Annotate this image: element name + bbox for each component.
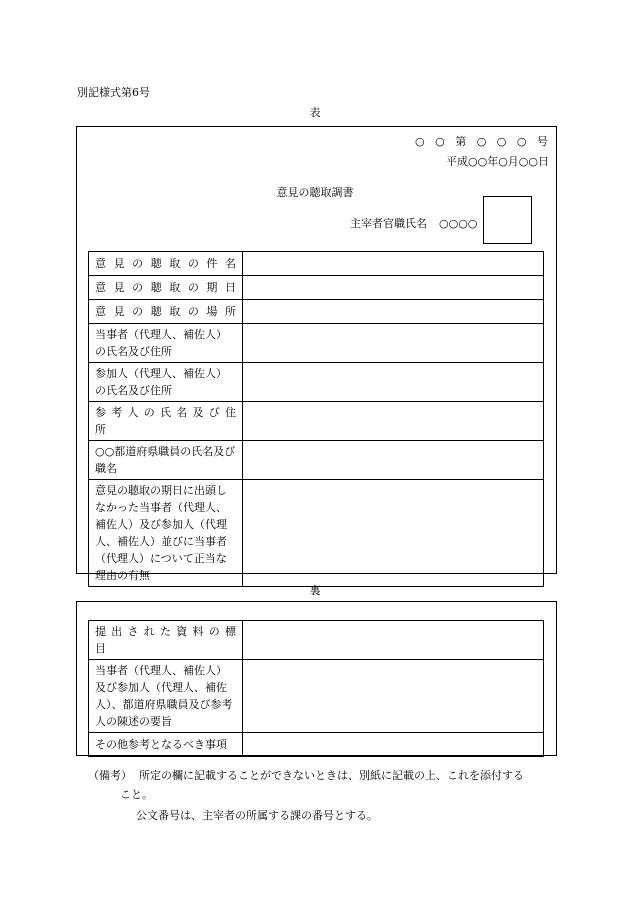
row-value[interactable] <box>243 276 544 300</box>
front-side-label: 表 <box>309 106 321 119</box>
document-date: 平成○○年○月○○日 <box>446 155 549 168</box>
row-value[interactable] <box>243 621 544 660</box>
remarks-text-3: 公文番号は、主宰者の所属する課の番号とする。 <box>136 809 378 822</box>
remarks <box>88 767 524 823</box>
row-label: 提 出 さ れ た 資 料 の 標 目 <box>89 621 243 660</box>
row-label: 意 見 の 聴 取 の 場 所 <box>89 300 243 324</box>
table-row <box>89 480 544 587</box>
row-label: 意 見 の 聴 取 の 件 名 <box>89 252 243 276</box>
remarks-line-1 <box>88 767 524 783</box>
table-row <box>89 660 544 733</box>
front-table <box>88 251 544 587</box>
back-side-label: 裏 <box>309 584 321 597</box>
back-table <box>88 620 544 757</box>
row-label: 意 見 の 聴 取 の 期 日 <box>89 276 243 300</box>
row-label: 意見の聴取の期日に出頭しなかった当事者（代理人、補佐人）及び参加人（代理人、補佐人）並びに当事者（代理人）について正当な理由の有無 <box>89 480 243 587</box>
row-value[interactable] <box>243 441 544 480</box>
row-label: 当事者（代理人、補佐人）の氏名及び住所 <box>89 324 243 363</box>
row-value[interactable] <box>243 402 544 441</box>
row-value[interactable] <box>243 252 544 276</box>
row-value[interactable] <box>243 480 544 587</box>
document-title: 意見の聴取調書 <box>276 186 354 199</box>
form-number: 別記様式第6号 <box>77 86 150 99</box>
remarks-label: （備考） <box>88 769 132 782</box>
row-value[interactable] <box>243 363 544 402</box>
table-row <box>89 441 544 480</box>
table-row <box>89 402 544 441</box>
row-value[interactable] <box>243 300 544 324</box>
row-label: 当事者（代理人、補佐人）及び参加人（代理人、補佐人）、都道府県職員及び参考人の陳述の要旨 <box>89 660 243 733</box>
seal-box <box>483 196 532 244</box>
row-value[interactable] <box>243 733 544 757</box>
row-label: ○○都道府県職員の氏名及び職名 <box>89 441 243 480</box>
table-row <box>89 276 544 300</box>
row-value[interactable] <box>243 324 544 363</box>
remarks-text-1: 所定の欄に記載することができないときは、別紙に記載の上、これを添付する <box>139 769 524 782</box>
table-row <box>89 252 544 276</box>
row-label: その他参考となるべき事項 <box>89 733 243 757</box>
table-row <box>89 621 544 660</box>
presider-name: ○○○○ <box>439 217 478 230</box>
presider-label: 主宰者官職氏名 <box>350 217 427 230</box>
remarks-text-2: こと。 <box>120 788 153 801</box>
table-row <box>89 733 544 757</box>
row-value[interactable] <box>243 660 544 733</box>
reference-number: ○ ○ 第 ○ ○ ○ 号 <box>415 135 549 148</box>
table-row <box>89 363 544 402</box>
table-row <box>89 324 544 363</box>
row-label: 参 考 人 の 氏 名 及 び 住 所 <box>89 402 243 441</box>
table-row <box>89 300 544 324</box>
presider-line <box>350 215 477 231</box>
row-label: 参加人（代理人、補佐人）の氏名及び住所 <box>89 363 243 402</box>
